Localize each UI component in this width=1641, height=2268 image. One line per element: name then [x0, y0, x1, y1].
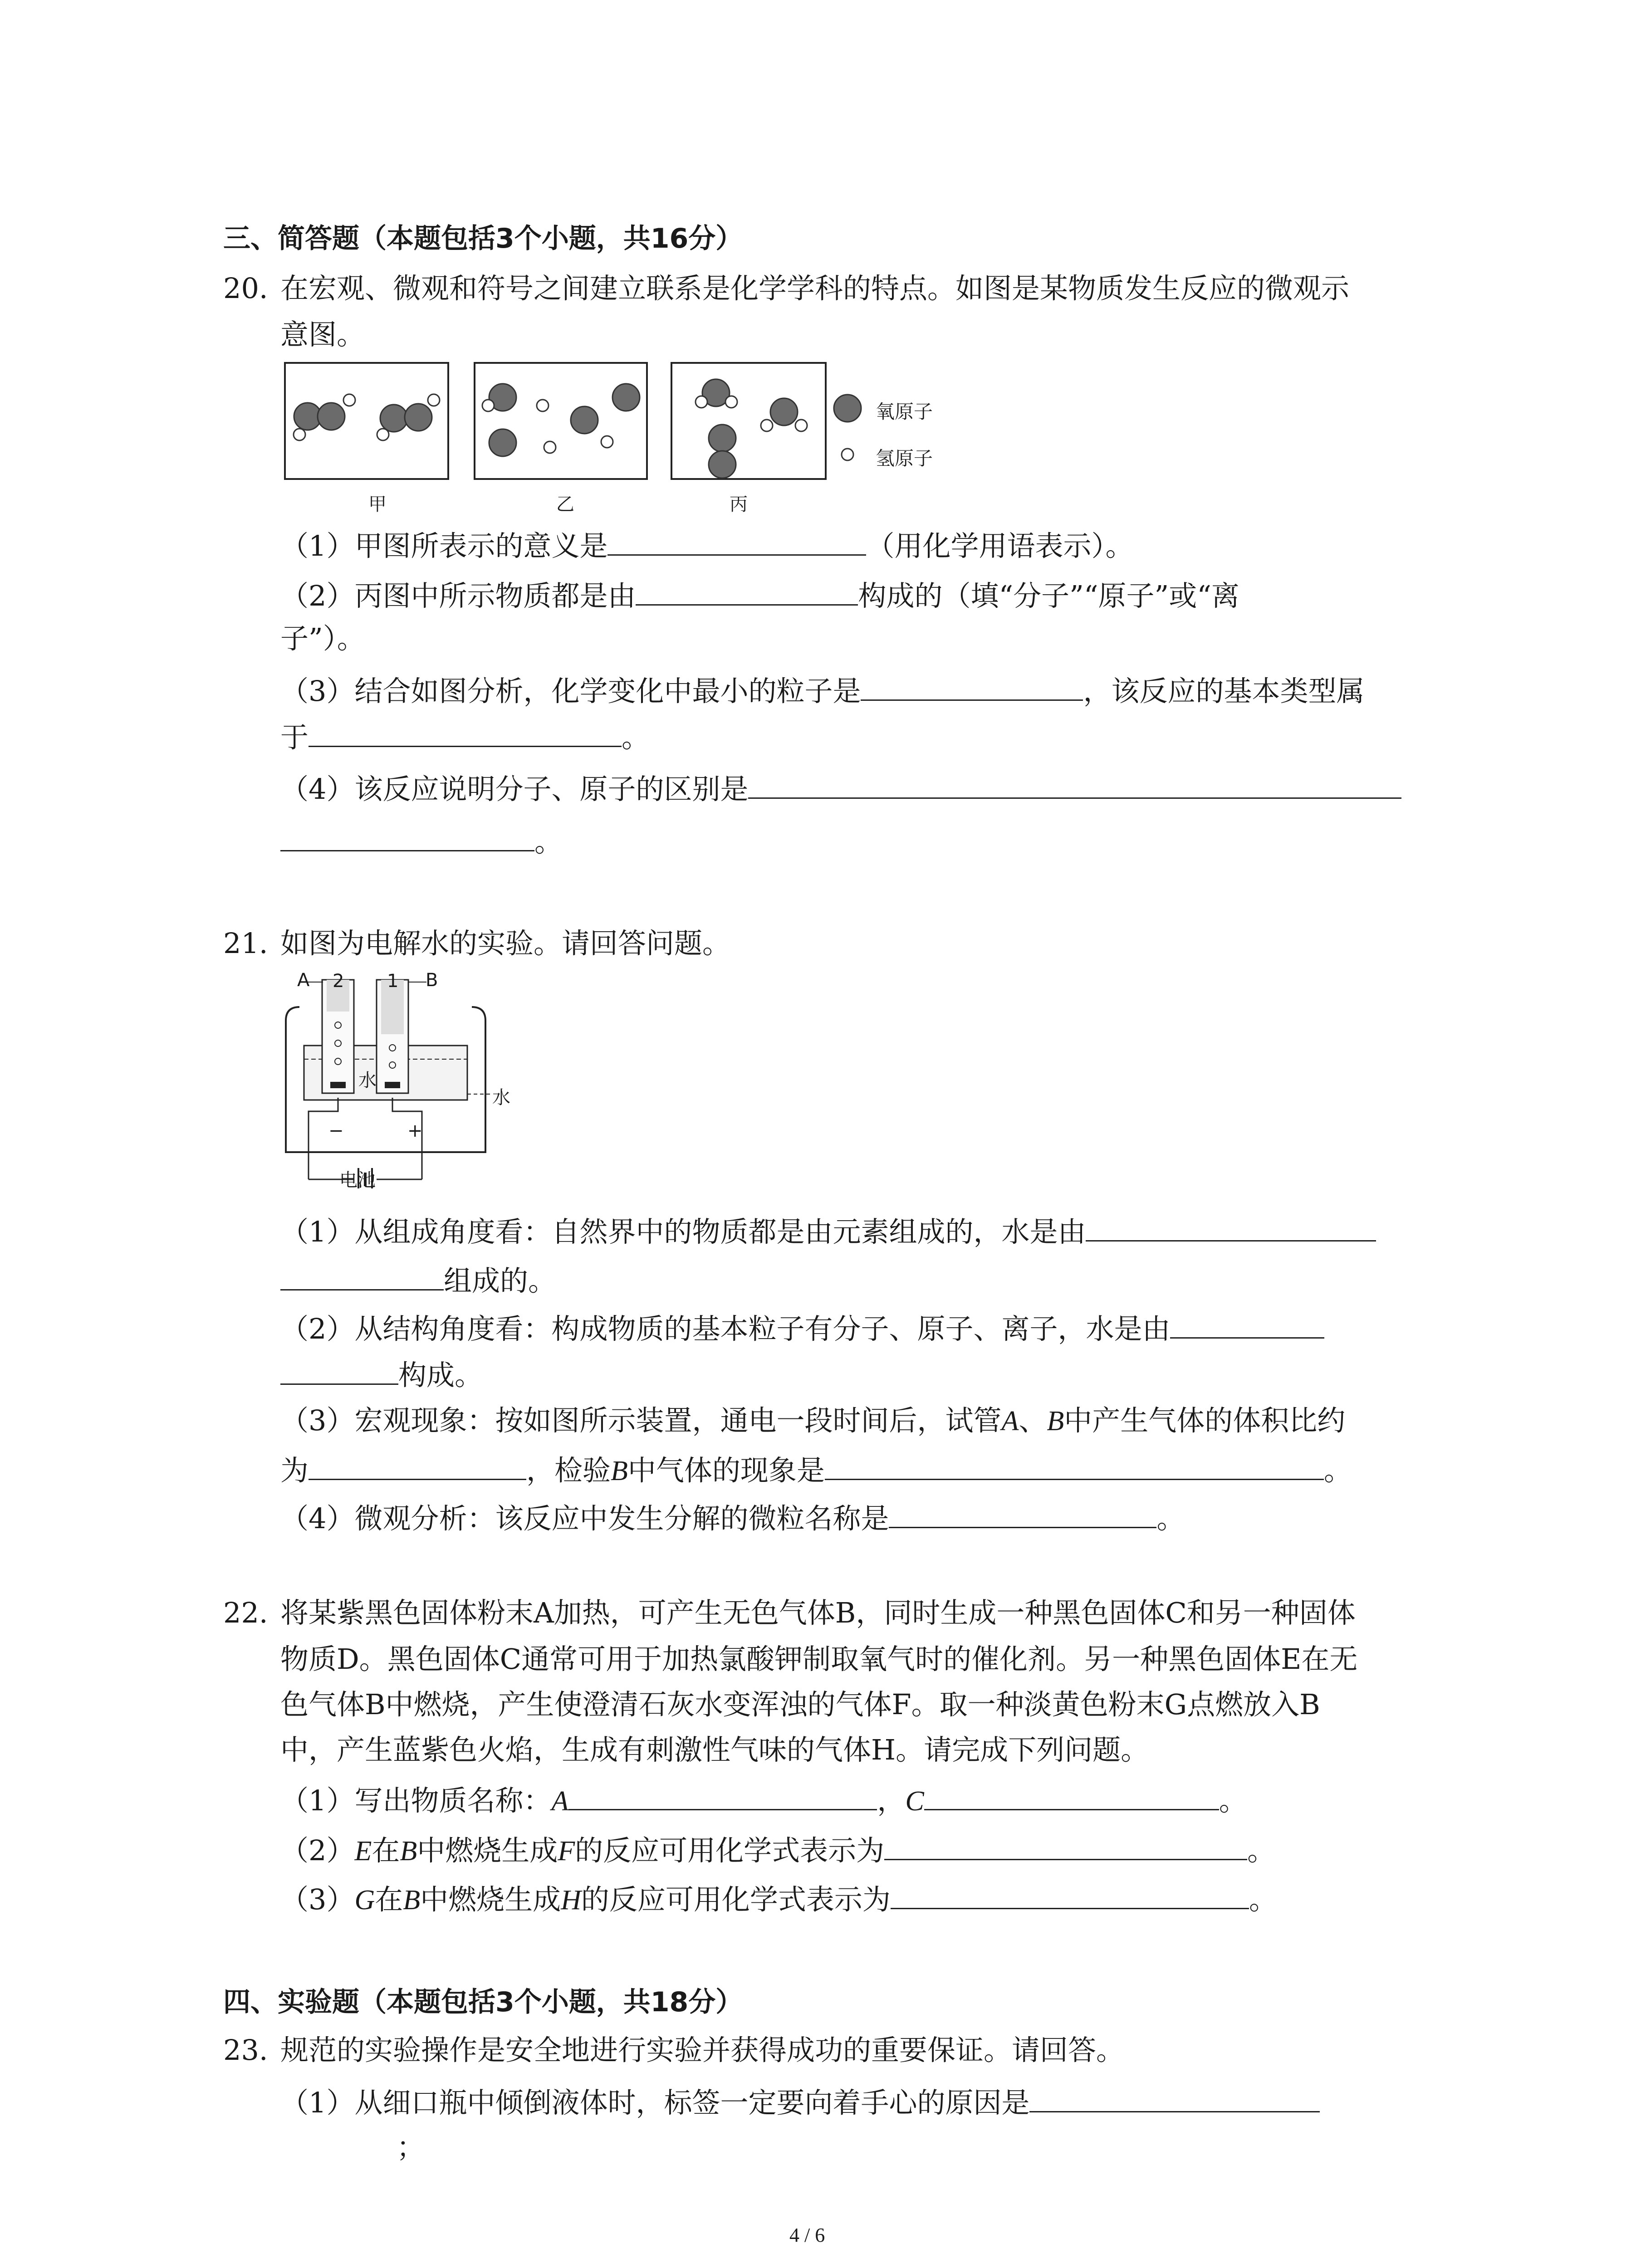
- q20-part4-cont: 。: [280, 822, 563, 860]
- q21-part1: （1）从组成角度看：自然界中的物质都是由元素组成的，水是由: [280, 1212, 1376, 1250]
- answer-blank[interactable]: [280, 1355, 398, 1385]
- q22-line2: 物质D。黑色固体C通常可用于加热氯酸钾制取氧气时的催化剂。另一种黑色固体E在无: [280, 1642, 1358, 1676]
- answer-blank[interactable]: [309, 718, 622, 747]
- q23-number: 23.: [223, 2033, 268, 2067]
- caption-jia: 甲: [368, 494, 387, 515]
- caption-yi: 乙: [556, 494, 574, 515]
- q20-part4: （4）该反应说明分子、原子的区别是: [280, 769, 1401, 807]
- answer-blank[interactable]: [1086, 1212, 1376, 1242]
- q21-part4: （4）微观分析：该反应中发生分解的微粒名称是 。: [280, 1499, 1185, 1537]
- box-bing: [671, 363, 826, 479]
- q22-part1: （1）写出物质名称：A ，C 。: [280, 1781, 1247, 1819]
- box-yi: [475, 363, 647, 479]
- q20-part3-cont: 于 。: [280, 718, 650, 756]
- q21-part2: （2）从结构角度看：构成物质的基本粒子有分子、原子、离子，水是由: [280, 1309, 1324, 1347]
- answer-blank[interactable]: [825, 1451, 1324, 1480]
- q21-electrolysis-diagram: [272, 962, 508, 1188]
- answer-blank[interactable]: [568, 1781, 877, 1810]
- q20-number: 20.: [223, 272, 268, 305]
- q20-part1: （1）甲图所表示的意义是 （用化学用语表示）。: [280, 526, 1133, 564]
- answer-blank[interactable]: [861, 671, 1083, 701]
- caption-bing: 丙: [730, 494, 748, 515]
- tube-b-label: B: [426, 970, 438, 991]
- answer-blank[interactable]: [924, 1781, 1219, 1810]
- q23-part1: （1）从细口瓶中倾倒液体时，标签一定要向着手心的原因是: [280, 2083, 1320, 2121]
- q22-number: 22.: [223, 1596, 268, 1629]
- q20-stem-line1: 在宏观、微观和符号之间建立联系是化学学科的特点。如图是某物质发生反应的微观示: [280, 272, 1350, 305]
- answer-blank[interactable]: [607, 526, 866, 556]
- water-label: 水: [492, 1087, 510, 1108]
- q21-part3: （3）宏观现象：按如图所示装置，通电一段时间后，试管A、B中产生气体的体积比约: [280, 1404, 1346, 1437]
- q22-line4: 中，产生蓝紫色火焰，生成有刺激性气味的气体H。请完成下列问题。: [280, 1733, 1149, 1766]
- q20-part3: （3）结合如图分析，化学变化中最小的粒子是 ，该反应的基本类型属: [280, 671, 1364, 709]
- q20-part2-cont: 子”）。: [280, 622, 365, 655]
- q20-part2: （2）丙图中所示物质都是由 构成的（填“分子”“原子”或“离: [280, 576, 1239, 614]
- answer-blank[interactable]: [889, 1499, 1156, 1528]
- answer-blank[interactable]: [636, 576, 858, 606]
- answer-blank[interactable]: [1029, 2083, 1320, 2112]
- q20-stem-line2: 意图。: [280, 318, 365, 351]
- q21-part3-cont: 为 ，检验B中气体的现象是 。: [280, 1451, 1352, 1489]
- q21-part2-cont: 构成。: [280, 1355, 483, 1393]
- answer-blank[interactable]: [891, 1880, 1249, 1909]
- q23-part1-cont: ；: [397, 2131, 425, 2164]
- minus-sign: −: [328, 1120, 344, 1141]
- tube-a-label: A: [297, 970, 310, 991]
- answer-blank[interactable]: [280, 1261, 444, 1290]
- legend-hydrogen-label: 氢原子: [876, 447, 933, 469]
- section-title-3: 三、简答题（本题包括3个小题，共16分）: [223, 223, 743, 254]
- page-number: 4 / 6: [789, 2224, 825, 2246]
- water-inner-label: 水: [358, 1070, 377, 1091]
- q22-line3: 色气体B中燃烧，产生使澄清石灰水变浑浊的气体F。取一种淡黄色粉末G点燃放入B: [280, 1688, 1320, 1721]
- q22-line1: 将某紫黑色固体粉末A加热，可产生无色气体B，同时生成一种黑色固体C和另一种固体: [280, 1596, 1356, 1629]
- legend: [834, 395, 861, 460]
- answer-blank[interactable]: [884, 1831, 1247, 1860]
- q21-part1-cont: 组成的。: [280, 1261, 556, 1299]
- legend-oxygen-label: 氧原子: [876, 401, 933, 423]
- answer-blank[interactable]: [309, 1451, 526, 1480]
- q22-part3: （3）G在B中燃烧生成H的反应可用化学式表示为 。: [280, 1880, 1277, 1918]
- tube-a-number: 2: [333, 971, 344, 992]
- q23-stem: 规范的实验操作是安全地进行实验并获得成功的重要保证。请回答。: [280, 2033, 1125, 2067]
- answer-blank[interactable]: [1170, 1309, 1324, 1339]
- q22-part2: （2）E在B中燃烧生成F的反应可用化学式表示为 。: [280, 1831, 1275, 1869]
- section-title-4: 四、实验题（本题包括3个小题，共18分）: [223, 1986, 743, 2018]
- q21-number: 21.: [223, 927, 268, 960]
- answer-blank[interactable]: [748, 769, 1401, 799]
- tube-b-number: 1: [387, 971, 399, 992]
- answer-blank[interactable]: [280, 822, 534, 851]
- q21-stem: 如图为电解水的实验。请回答问题。: [280, 927, 731, 960]
- battery-label: 电池: [339, 1170, 376, 1191]
- box-jia: [285, 363, 448, 479]
- plus-sign: +: [407, 1120, 423, 1141]
